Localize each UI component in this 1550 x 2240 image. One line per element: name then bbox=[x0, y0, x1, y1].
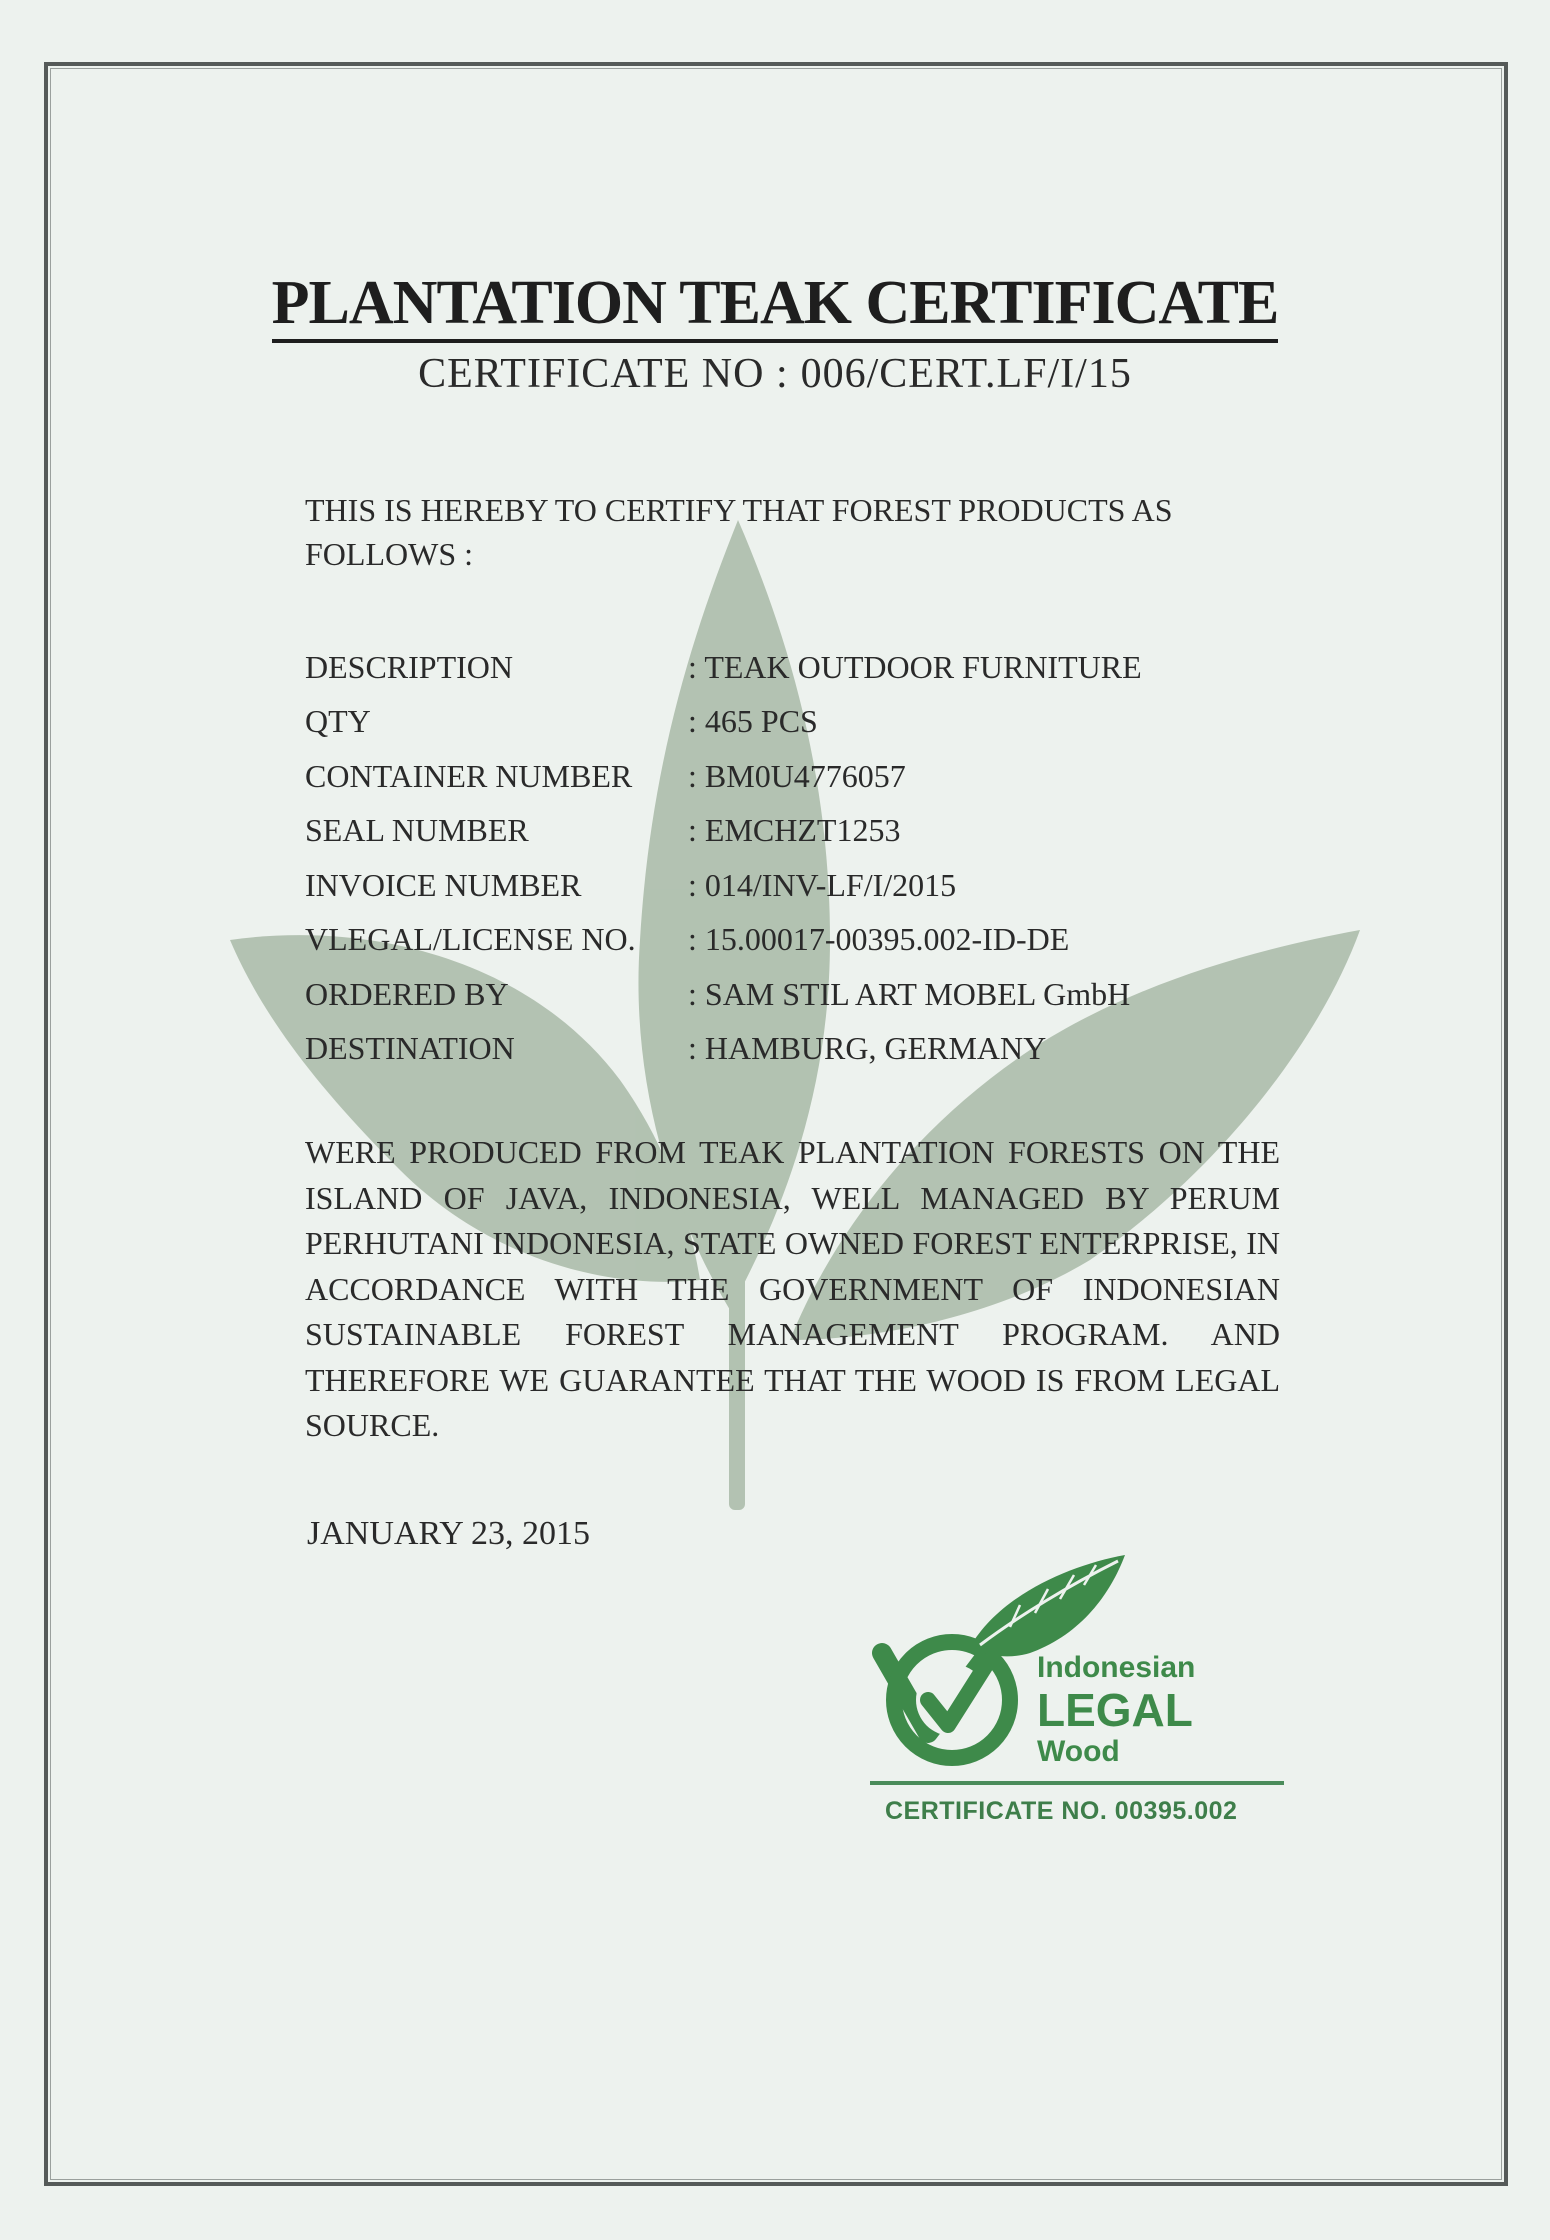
detail-row-description bbox=[305, 640, 1305, 695]
detail-value: : TEAK OUTDOOR FURNITURE bbox=[688, 648, 1142, 685]
detail-label: INVOICE NUMBER bbox=[305, 866, 582, 903]
detail-value: : 15.00017-00395.002-ID-DE bbox=[688, 921, 1070, 958]
certificate-number-value: 006/CERT.LF/I/15 bbox=[800, 351, 1132, 397]
detail-row-seal-number bbox=[305, 804, 1305, 859]
detail-row-invoice-number bbox=[305, 858, 1305, 913]
detail-row-qty bbox=[305, 695, 1305, 750]
detail-value: : SAM STIL ART MOBEL GmbH bbox=[688, 975, 1131, 1012]
logo-divider bbox=[870, 1781, 1284, 1785]
detail-label: CONTAINER NUMBER bbox=[305, 757, 633, 794]
statement-paragraph: WERE PRODUCED FROM TEAK PLANTATION FORESTS ON THE ISLAND OF JAVA, INDONESIA, WELL MANAGED BY PERUM PERHUTANI INDONESIA, STATE OWNED FOREST ENTERPRISE, IN ACCORDANCE WITH THE GOVERNMENT OF INDONESIAN SUSTAINABLE FOREST MANAGEMENT PROGRAM. AND THEREFORE WE GUARANTEE THAT THE WOOD IS FROM LEGAL SOURCE. bbox=[305, 1134, 1280, 1443]
detail-value: : 465 PCS bbox=[688, 703, 818, 740]
detail-row-container-number bbox=[305, 749, 1305, 804]
detail-value: : HAMBURG, GERMANY bbox=[688, 1030, 1047, 1067]
detail-value: : BM0U4776057 bbox=[688, 757, 906, 794]
detail-label: DESCRIPTION bbox=[305, 648, 514, 685]
detail-label: ORDERED BY bbox=[305, 975, 509, 1012]
detail-value: : EMCHZT1253 bbox=[688, 812, 901, 849]
certificate-title bbox=[0, 268, 1550, 339]
detail-row-ordered-by bbox=[305, 967, 1305, 1022]
certificate-number bbox=[0, 350, 1550, 398]
detail-label: QTY bbox=[305, 703, 371, 740]
detail-value: : 014/INV-LF/I/2015 bbox=[688, 866, 957, 903]
detail-label: DESTINATION bbox=[305, 1030, 515, 1067]
intro-text: THIS IS HEREBY TO CERTIFY THAT FOREST PRODUCTS AS FOLLOWS : bbox=[305, 492, 1173, 572]
detail-label: SEAL NUMBER bbox=[305, 812, 529, 849]
detail-label: VLEGAL/LICENSE NO. bbox=[305, 921, 636, 958]
logo-line-2: LEGAL bbox=[1037, 1684, 1193, 1736]
details-list bbox=[305, 640, 1305, 1076]
certificate-title-text: PLANTATION TEAK CERTIFICATE bbox=[272, 269, 1279, 343]
certificate-number-label: CERTIFICATE NO : bbox=[418, 351, 789, 397]
logo-line-3: Wood bbox=[1037, 1735, 1120, 1768]
logo-line-1: Indonesian bbox=[1037, 1651, 1196, 1684]
detail-row-license-number bbox=[305, 913, 1305, 968]
logo-certificate-number: CERTIFICATE NO. 00395.002 bbox=[885, 1797, 1238, 1825]
indonesian-legal-wood-logo bbox=[870, 1555, 1290, 1825]
issue-date: JANUARY 23, 2015 bbox=[307, 1515, 591, 1552]
detail-row-destination bbox=[305, 1022, 1305, 1077]
